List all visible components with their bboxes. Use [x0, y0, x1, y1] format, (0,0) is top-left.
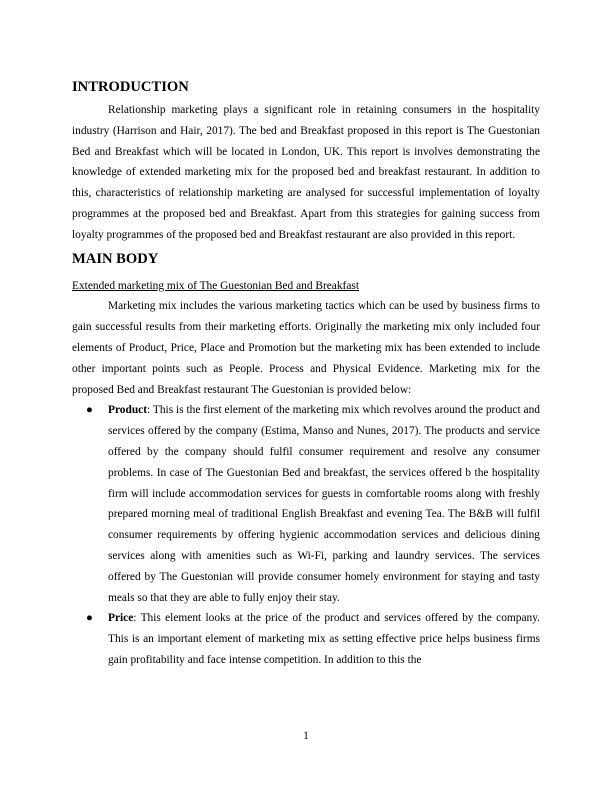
bullet-icon: ● — [86, 404, 93, 417]
introduction-heading: INTRODUCTION — [72, 79, 189, 95]
page-number: 1 — [303, 730, 309, 742]
list-item-price — [72, 608, 540, 670]
list-item-term: Product — [108, 404, 148, 417]
main-body-heading: MAIN BODY — [72, 250, 159, 267]
marketing-mix-paragraph: Marketing mix includes the various marketing tactics which can be used by business firms to gain successful results from their marketing efforts. Originally the marketing mix only included four elements of Product, Price, Place and Promotion but the marketing mix has been extended to include other important points such as People. Process and Physical Evidence. Marketing mix for the proposed Bed and Breakfast restaurant The Guestonian is provided below: — [72, 300, 540, 396]
list-item-text: : This is the first element of the marketing mix which revolves around the product and services offered by the company (Estima, Manso and Nunes, 2017). The products and service offered by the company should fulfil consumer requirement and resolve any consumer problems. In case of The Guestonian Bed and breakfast, the services offered b the hospitality firm will include accommodation services for guests in comfortable rooms along with freshly prepared morning meal of traditional English Breakfast and evening Tea. The B&B will fulfil consumer requirements by offering hygienic accommodation services and delicious dining services along with amenities such as Wi-Fi, parking and laundry services. The services offered by The Guestonian will provide consumer homely environment for staying and tasty meals so that they are able to fully enjoy their stay. — [108, 404, 540, 604]
introduction-paragraph: Relationship marketing plays a significant role in retaining consumers in the hospitality industry (Harrison and Hair, 2017). The bed and Breakfast proposed in this report is The Guestonian Bed and Breakfast which will be located in London, UK. This report is involves demonstrating the knowledge of extended marketing mix for the proposed bed and breakfast restaurant. In addition to this, characteristics of relationship marketing are analysed for successful implementation of loyalty programmes at the proposed bed and Breakfast. Apart from this strategies for gaining success from loyalty programmes of the proposed bed and Breakfast restaurant are also provided in this report. — [72, 104, 540, 241]
bullet-icon: ● — [86, 612, 93, 625]
section-subheading: Extended marketing mix of The Guestonian Bed and Breakfast — [72, 279, 360, 292]
document-page — [72, 78, 540, 671]
marketing-mix-list — [72, 400, 540, 670]
list-item-text: : This element looks at the price of the product and services offered by the company. This is an important element of marketing mix as setting effective price helps business firms gain profitability and face intense competition. In addition to this the — [108, 612, 540, 666]
list-item-term: Price — [108, 612, 134, 625]
list-item-product — [72, 400, 540, 608]
